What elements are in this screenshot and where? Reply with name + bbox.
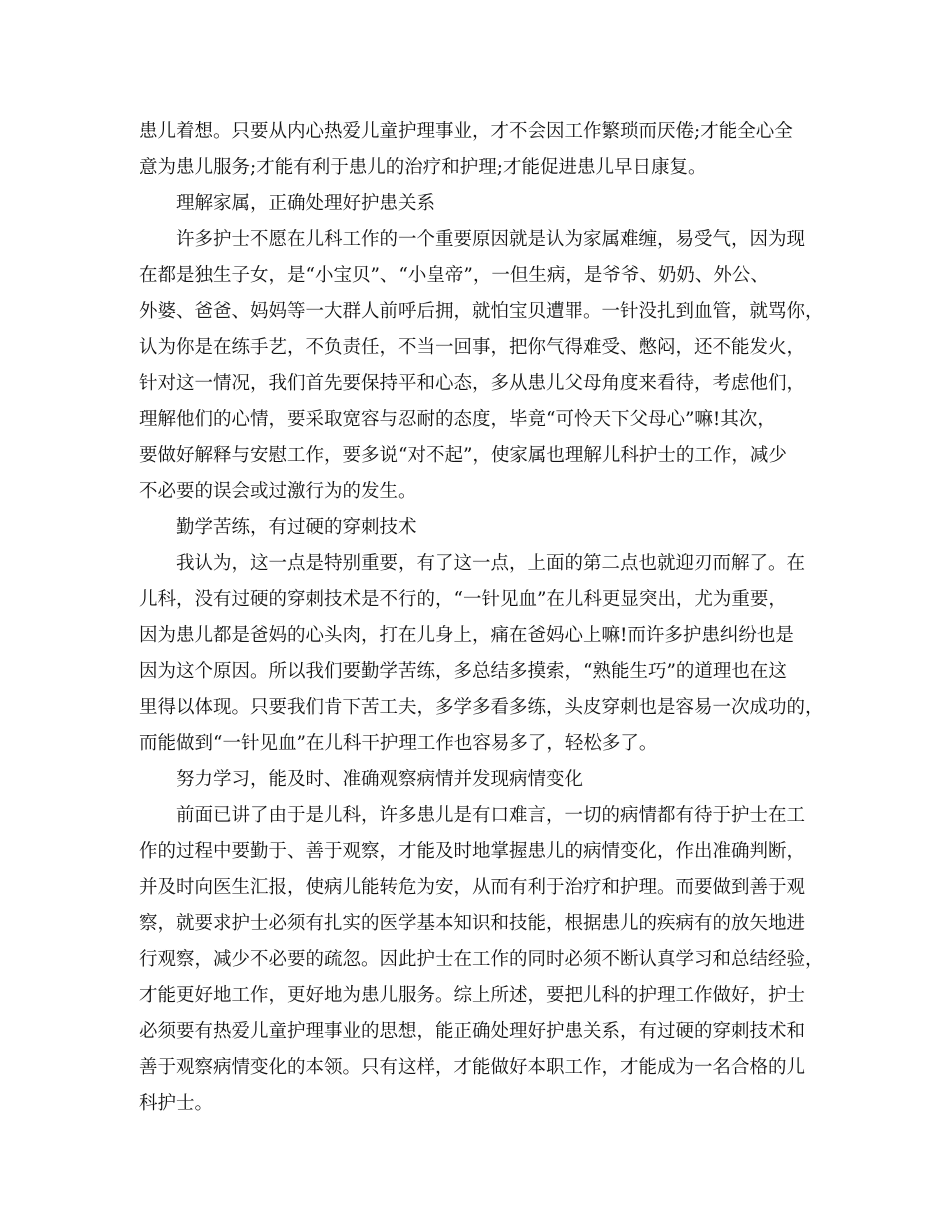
text-line: 察，就要求护士必须有扎实的医学基本知识和技能，根据患儿的疾病有的放矢地进 — [139, 913, 806, 934]
text-line: 行观察，减少不必要的疏忽。因此护士在工作的同时必须不断认真学习和总结经验， — [139, 949, 824, 970]
text-line: 必须要有热爱儿童护理事业的思想，能正确处理好护患关系，有过硬的穿刺技术和 — [139, 1021, 806, 1042]
text-line: 并及时向医生汇报，使病儿能转危为安，从而有利于治疗和护理。而要做到善于观 — [139, 877, 806, 898]
text-line: 在都是独生子女，是“小宝贝”、“小皇帝”，一但生病，是爷爷、奶奶、外公、 — [139, 265, 769, 286]
section-heading: 勤学苦练，有过硬的穿刺技术 — [176, 517, 417, 538]
text-line: 许多护士不愿在儿科工作的一个重要原因就是认为家属难缠，易受气，因为现 — [176, 229, 806, 250]
text-line: 认为你是在练手艺，不负责任，不当一回事，把你气得难受、憋闷，还不能发火， — [139, 337, 806, 358]
text-line: 针对这一情况，我们首先要保持平和心态，多从患儿父母角度来看待，考虑他们， — [139, 373, 806, 394]
text-line: 科护士。 — [139, 1093, 214, 1114]
section-heading: 努力学习，能及时、准确观察病情并发现病情变化 — [176, 769, 584, 790]
section-heading: 理解家属，正确处理好护患关系 — [176, 193, 436, 214]
text-line: 意为患儿服务;才能有利于患儿的治疗和护理;才能促进患儿早日康复。 — [139, 157, 707, 178]
text-line: 我认为，这一点是特别重要，有了这一点，上面的第二点也就迎刃而解了。在 — [176, 553, 806, 574]
text-line: 患儿着想。只要从内心热爱儿童护理事业，才不会因工作繁琐而厌倦;才能全心全 — [139, 121, 793, 142]
text-line: 作的过程中要勤于、善于观察，才能及时地掌握患儿的病情变化，作出准确判断， — [139, 841, 806, 862]
text-line: 才能更好地工作，更好地为患儿服务。综上所述，要把儿科的护理工作做好，护士 — [139, 985, 806, 1006]
text-line: 不必要的误会或过激行为的发生。 — [139, 481, 417, 502]
text-line: 而能做到“一针见血”在儿科干护理工作也容易多了，轻松多了。 — [139, 733, 658, 754]
text-line: 因为这个原因。所以我们要勤学苦练，多总结多摸索，“熟能生巧”的道理也在这 — [139, 661, 787, 682]
text-line: 理解他们的心情，要采取宽容与忍耐的态度，毕竟“可怜天下父母心”嘛!其次， — [139, 409, 776, 430]
text-line: 前面已讲了由于是儿科，许多患儿是有口难言，一切的病情都有待于护士在工 — [176, 805, 806, 826]
text-line: 因为患儿都是爸妈的心头肉，打在儿身上，痛在爸妈心上嘛!而许多护患纠纷也是 — [139, 625, 794, 646]
text-line: 儿科，没有过硬的穿刺技术是不行的，“一针见血”在儿科更显突出，尤为重要， — [139, 589, 787, 610]
text-line: 里得以体现。只要我们肯下苦工夫，多学多看多练，头皮穿刺也是容易一次成功的， — [139, 697, 824, 718]
text-line: 要做好解释与安慰工作，要多说“对不起”，使家属也理解儿科护士的工作，减少 — [139, 445, 787, 466]
text-line: 善于观察病情变化的本领。只有这样，才能做好本职工作，才能成为一名合格的儿 — [139, 1057, 806, 1078]
text-line: 外婆、爸爸、妈妈等一大群人前呼后拥，就怕宝贝遭罪。一针没扎到血管，就骂你， — [139, 301, 824, 322]
